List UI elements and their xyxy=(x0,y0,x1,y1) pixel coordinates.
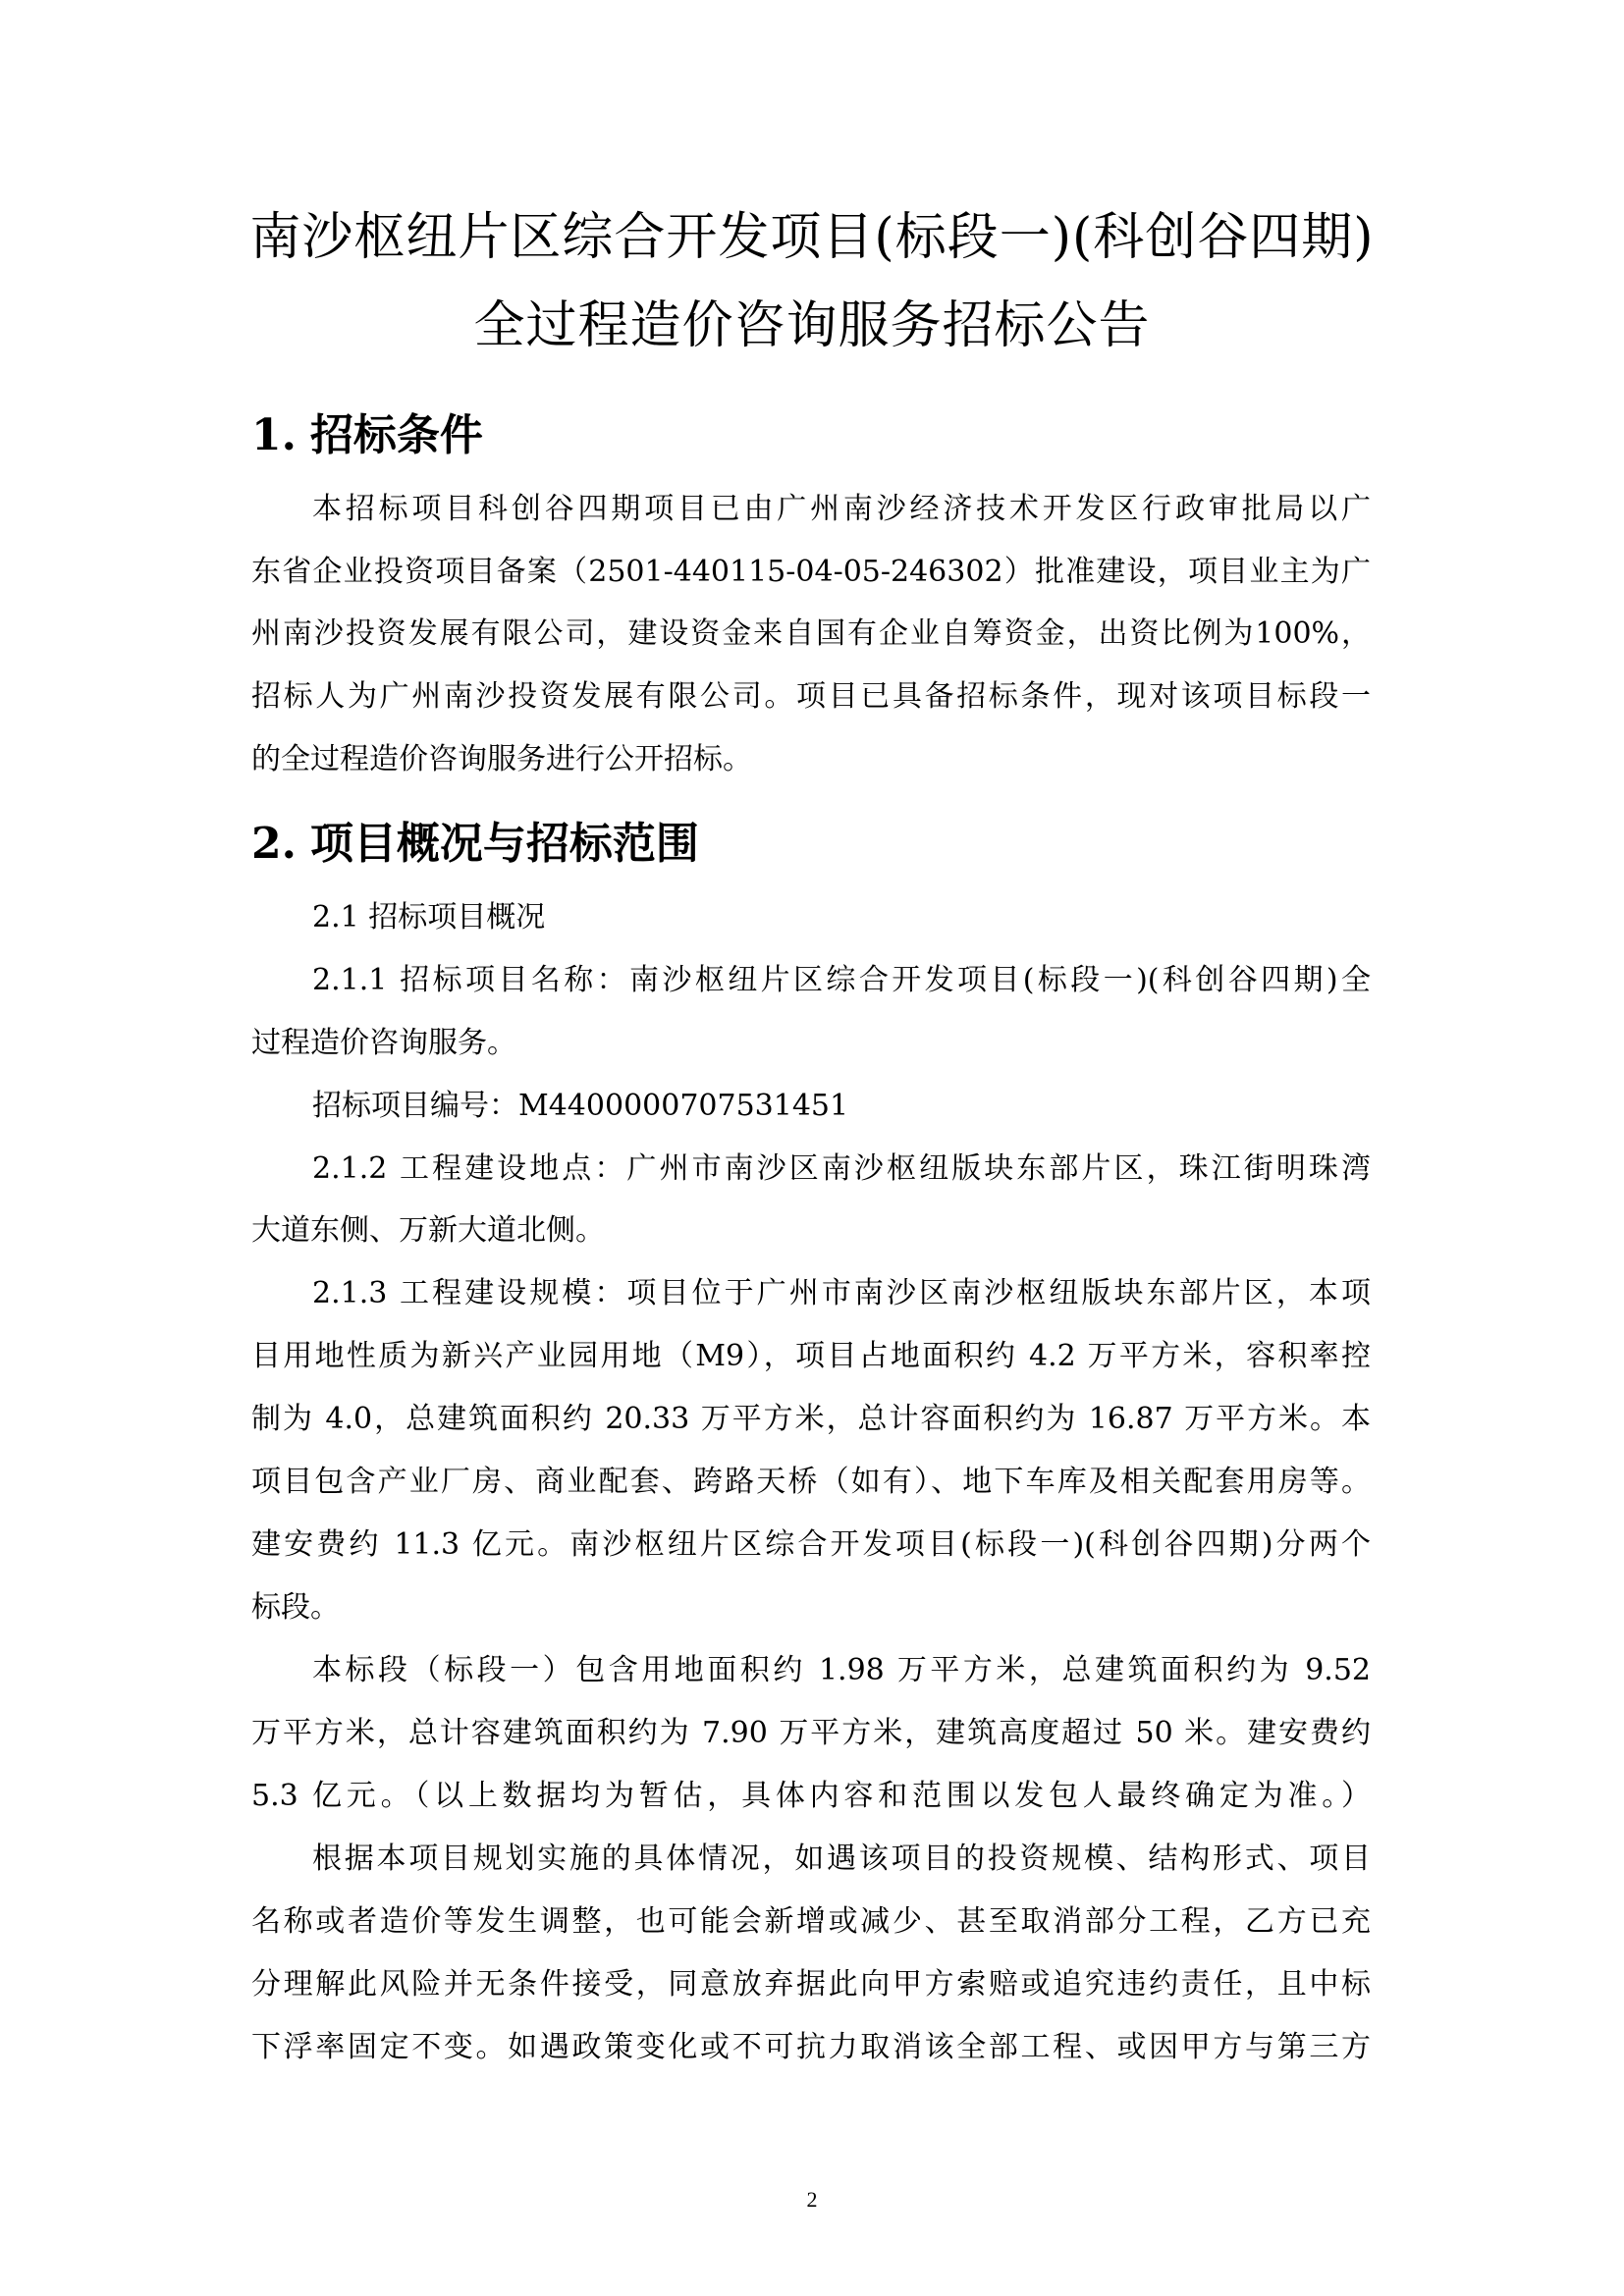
document-title-line-1: 南沙枢纽片区综合开发项目(标段一)(科创谷四期) xyxy=(249,208,1375,267)
section-2-line-14: 万平方米，总计容建筑面积约为 7.90 万平方米，建筑高度超过 50 米。建安费约 xyxy=(251,1716,1371,1750)
section-2-line-6: 大道东侧、万新大道北侧。 xyxy=(251,1213,605,1248)
section-2-line-16: 根据本项目规划实施的具体情况，如遇该项目的投资规模、结构形式、项目 xyxy=(312,1842,1371,1876)
section-2-line-3: 过程造价咨询服务。 xyxy=(251,1026,516,1060)
section-1-title: 招标条件 xyxy=(309,410,483,460)
section-2-number: 2. xyxy=(251,819,297,869)
section-1-line-5: 的全过程造价咨询服务进行公开招标。 xyxy=(251,742,752,776)
section-1-line-1: 本招标项目科创谷四期项目已由广州南沙经济技术开发区行政审批局以广 xyxy=(312,492,1371,526)
section-2-line-7: 2.1.3 工程建设规模：项目位于广州市南沙区南沙枢纽版块东部片区，本项 xyxy=(312,1276,1371,1310)
section-1-line-3: 州南沙投资发展有限公司，建设资金来自国有企业自筹资金，出资比例为100%， xyxy=(251,616,1371,651)
section-2-line-12: 标段。 xyxy=(251,1590,340,1625)
section-2-line-8: 目用地性质为新兴产业园用地（M9），项目占地面积约 4.2 万平方米，容积率控 xyxy=(251,1339,1371,1373)
section-2-line-9: 制为 4.0，总建筑面积约 20.33 万平方米，总计容面积约为 16.87 万平方米。本 xyxy=(251,1402,1371,1436)
section-2-line-4: 招标项目编号：M4400000707531451 xyxy=(312,1089,849,1123)
section-2-line-18: 分理解此风险并无条件接受，同意放弃据此向甲方索赔或追究违约责任，且中标 xyxy=(251,1967,1371,2002)
section-2-line-5: 2.1.2 工程建设地点：广州市南沙区南沙枢纽版块东部片区，珠江街明珠湾 xyxy=(312,1151,1371,1186)
section-2-line-1: 2.1 招标项目概况 xyxy=(312,900,546,934)
page-number: 2 xyxy=(806,2187,818,2212)
section-2-line-10: 项目包含产业厂房、商业配套、跨路天桥（如有）、地下车库及相关配套用房等。 xyxy=(251,1465,1371,1499)
section-2-line-19: 下浮率固定不变。如遇政策变化或不可抗力取消该全部工程、或因甲方与第三方 xyxy=(251,2030,1371,2064)
section-2-line-17: 名称或者造价等发生调整，也可能会新增或减少、甚至取消部分工程，乙方已充 xyxy=(251,1904,1371,1939)
section-2-heading xyxy=(251,819,699,870)
section-1-line-4: 招标人为广州南沙投资发展有限公司。项目已具备招标条件，现对该项目标段一 xyxy=(251,679,1371,714)
section-2-line-2: 2.1.1 招标项目名称：南沙枢纽片区综合开发项目(标段一)(科创谷四期)全 xyxy=(312,963,1371,997)
section-1-line-2: 东省企业投资项目备案（2501-440115-04-05-246302）批准建设，项目业主为广 xyxy=(251,555,1371,589)
section-2-line-15: 5.3 亿元。（以上数据均为暂估，具体内容和范围以发包人最终确定为准。） xyxy=(251,1779,1371,1813)
section-2-title: 项目概况与招标范围 xyxy=(309,819,699,869)
section-2-line-13: 本标段（标段一）包含用地面积约 1.98 万平方米，总建筑面积约为 9.52 xyxy=(312,1653,1371,1687)
section-2-line-11: 建安费约 11.3 亿元。南沙枢纽片区综合开发项目(标段一)(科创谷四期)分两个 xyxy=(251,1527,1371,1562)
document-title-line-2: 全过程造价咨询服务招标公告 xyxy=(473,296,1151,355)
section-1-number: 1. xyxy=(251,410,297,460)
section-1-heading xyxy=(251,410,483,461)
